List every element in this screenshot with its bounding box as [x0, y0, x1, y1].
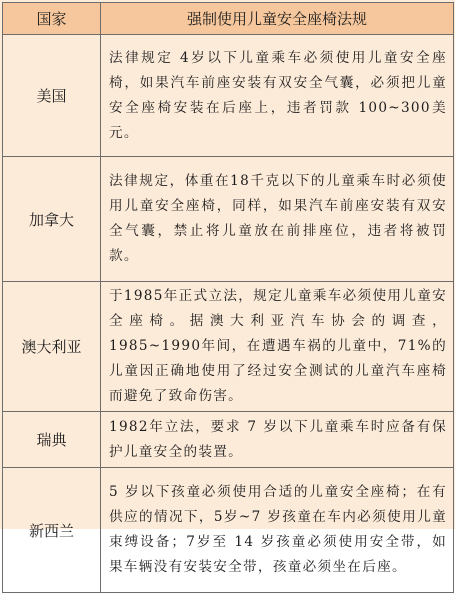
country-cell: 加拿大: [3, 157, 101, 282]
header-rule: 强制使用儿童安全座椅法规: [101, 3, 454, 35]
table-row-canada: [3, 157, 454, 282]
table-header-row: [3, 3, 454, 35]
rule-cell: 法律规定，体重在18千克以下的儿童乘车时必须使用儿童安全座椅，同样，如果汽车前座安装有双安全气囊，禁止将儿童放在前排座位，违者将被罚款。: [101, 157, 454, 282]
rule-cell: 5 岁以下孩童必须使用合适的儿童安全座椅；在有供应的情况下，5岁~7 岁孩童在车内必须使用儿童束缚设备；7岁至 14 岁孩童必须使用安全带，如果车辆没有安装安全带，孩童必须坐在后座。: [101, 468, 454, 593]
child-seat-law-table: [2, 2, 454, 593]
country-cell: 新西兰: [3, 468, 101, 593]
rule-cell: 法律规定 4岁以下儿童乘车必须使用儿童安全座椅，如果汽车前座安装有双安全气囊，必须把儿童安全座椅安装在后座上，违者罚款 100~300美元。: [101, 35, 454, 157]
country-cell: 瑞典: [3, 412, 101, 468]
country-cell: 澳大利亚: [3, 282, 101, 412]
table-row-new-zealand: [3, 468, 454, 593]
table-row-usa: [3, 35, 454, 157]
table-row-australia: [3, 282, 454, 412]
header-country: 国家: [3, 3, 101, 35]
table-row-sweden: [3, 412, 454, 468]
rule-cell: 1982年立法，要求 7 岁以下儿童乘车时应备有保护儿童安全的装置。: [101, 412, 454, 468]
rule-cell: 于1985年正式立法，规定儿童乘车必须使用儿童安全座椅。据澳大利亚汽车协会的调查，1985~1990年间，在遭遇车祸的儿童中，71%的儿童因正确地使用了经过安全测试的儿童汽车座椅而避免了致命伤害。: [101, 282, 454, 412]
country-cell: 美国: [3, 35, 101, 157]
